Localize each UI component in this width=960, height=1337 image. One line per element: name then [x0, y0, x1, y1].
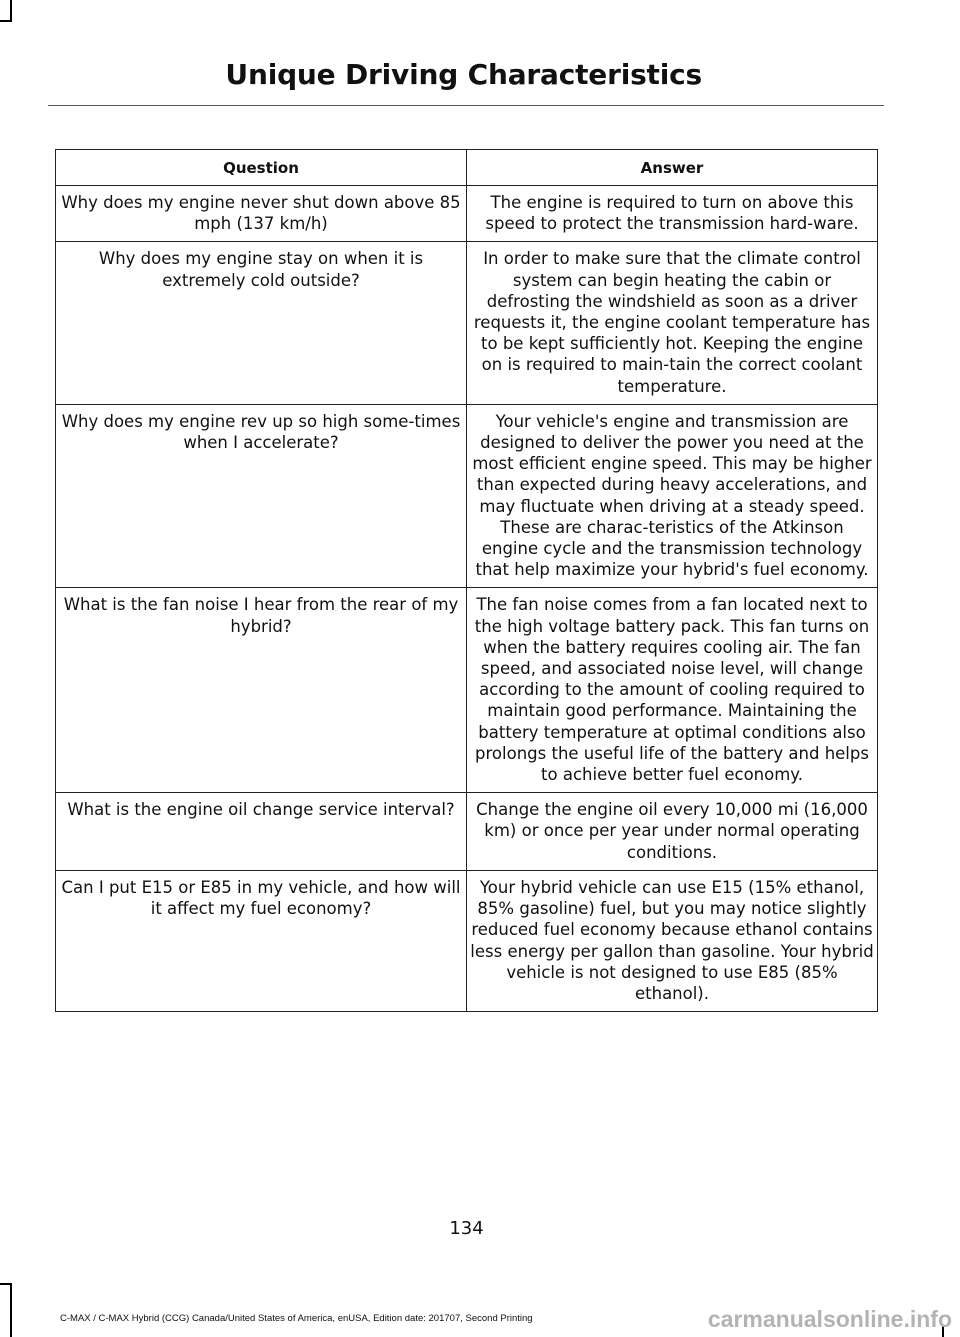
- page-title: Unique Driving Characteristics: [225, 58, 702, 91]
- crop-mark-bottom-left: [10, 1283, 12, 1337]
- faq-table: [55, 149, 878, 1012]
- question-cell: Why does my engine rev up so high some-times when I accelerate?: [56, 404, 467, 588]
- watermark[interactable]: carmanualsonline.info: [707, 1306, 952, 1332]
- crop-mark-top-left: [10, 0, 12, 22]
- question-cell: Why does my engine stay on when it is extremely cold outside?: [56, 242, 467, 404]
- answer-cell: Your vehicle's engine and transmission are designed to deliver the power you need at the most efficient engine speed. This may be higher than expected during heavy accelerations, and may fluctuate when driving at a steady speed. These are charac-teristics of the Atkinson engine cycle and the transmission technology that help maximize your hybrid's fuel economy.: [467, 404, 878, 588]
- column-header-answer: Answer: [467, 150, 878, 186]
- table-header-row: [56, 150, 878, 186]
- answer-cell: The fan noise comes from a fan located next to the high voltage battery pack. This fan turns on when the battery requires cooling air. The fan speed, and associated noise level, will change according to the amount of cooling required to maintain good performance. Maintaining the battery temperature at optimal conditions also prolongs the useful life of the battery and helps to achieve better fuel economy.: [467, 588, 878, 793]
- crop-mark-top-left-horizontal: [0, 20, 12, 22]
- footer-edition-info: C-MAX / C-MAX Hybrid (CCG) Canada/United States of America, enUSA, Edition date: 201707, Second Printing: [60, 1313, 533, 1324]
- question-cell: What is the fan noise I hear from the rear of my hybrid?: [56, 588, 467, 793]
- question-cell: Can I put E15 or E85 in my vehicle, and how will it affect my fuel economy?: [56, 870, 467, 1011]
- answer-cell: Your hybrid vehicle can use E15 (15% ethanol, 85% gasoline) fuel, but you may notice slightly reduced fuel economy because ethanol contains less energy per gallon than gasoline. Your hybrid vehicle is not designed to use E85 (85% ethanol).: [467, 870, 878, 1011]
- table-row: [56, 186, 878, 242]
- header-divider: [48, 105, 884, 106]
- table-row: [56, 242, 878, 404]
- column-header-question: Question: [56, 150, 467, 186]
- question-cell: Why does my engine never shut down above 85 mph (137 km/h): [56, 186, 467, 242]
- table-row: [56, 588, 878, 793]
- crop-mark-bottom-left-horizontal: [0, 1283, 12, 1285]
- table-row: [56, 793, 878, 871]
- answer-cell: In order to make sure that the climate control system can begin heating the cabin or defrosting the windshield as soon as a driver requests it, the engine coolant temperature has to be kept sufficiently hot. Keeping the engine on is required to main-tain the correct coolant temperature.: [467, 242, 878, 404]
- table-row: [56, 870, 878, 1011]
- page-number: 134: [449, 1218, 484, 1239]
- question-cell: What is the engine oil change service interval?: [56, 793, 467, 871]
- table-row: [56, 404, 878, 588]
- answer-cell: Change the engine oil every 10,000 mi (16,000 km) or once per year under normal operating conditions.: [467, 793, 878, 871]
- answer-cell: The engine is required to turn on above this speed to protect the transmission hard-ware.: [467, 186, 878, 242]
